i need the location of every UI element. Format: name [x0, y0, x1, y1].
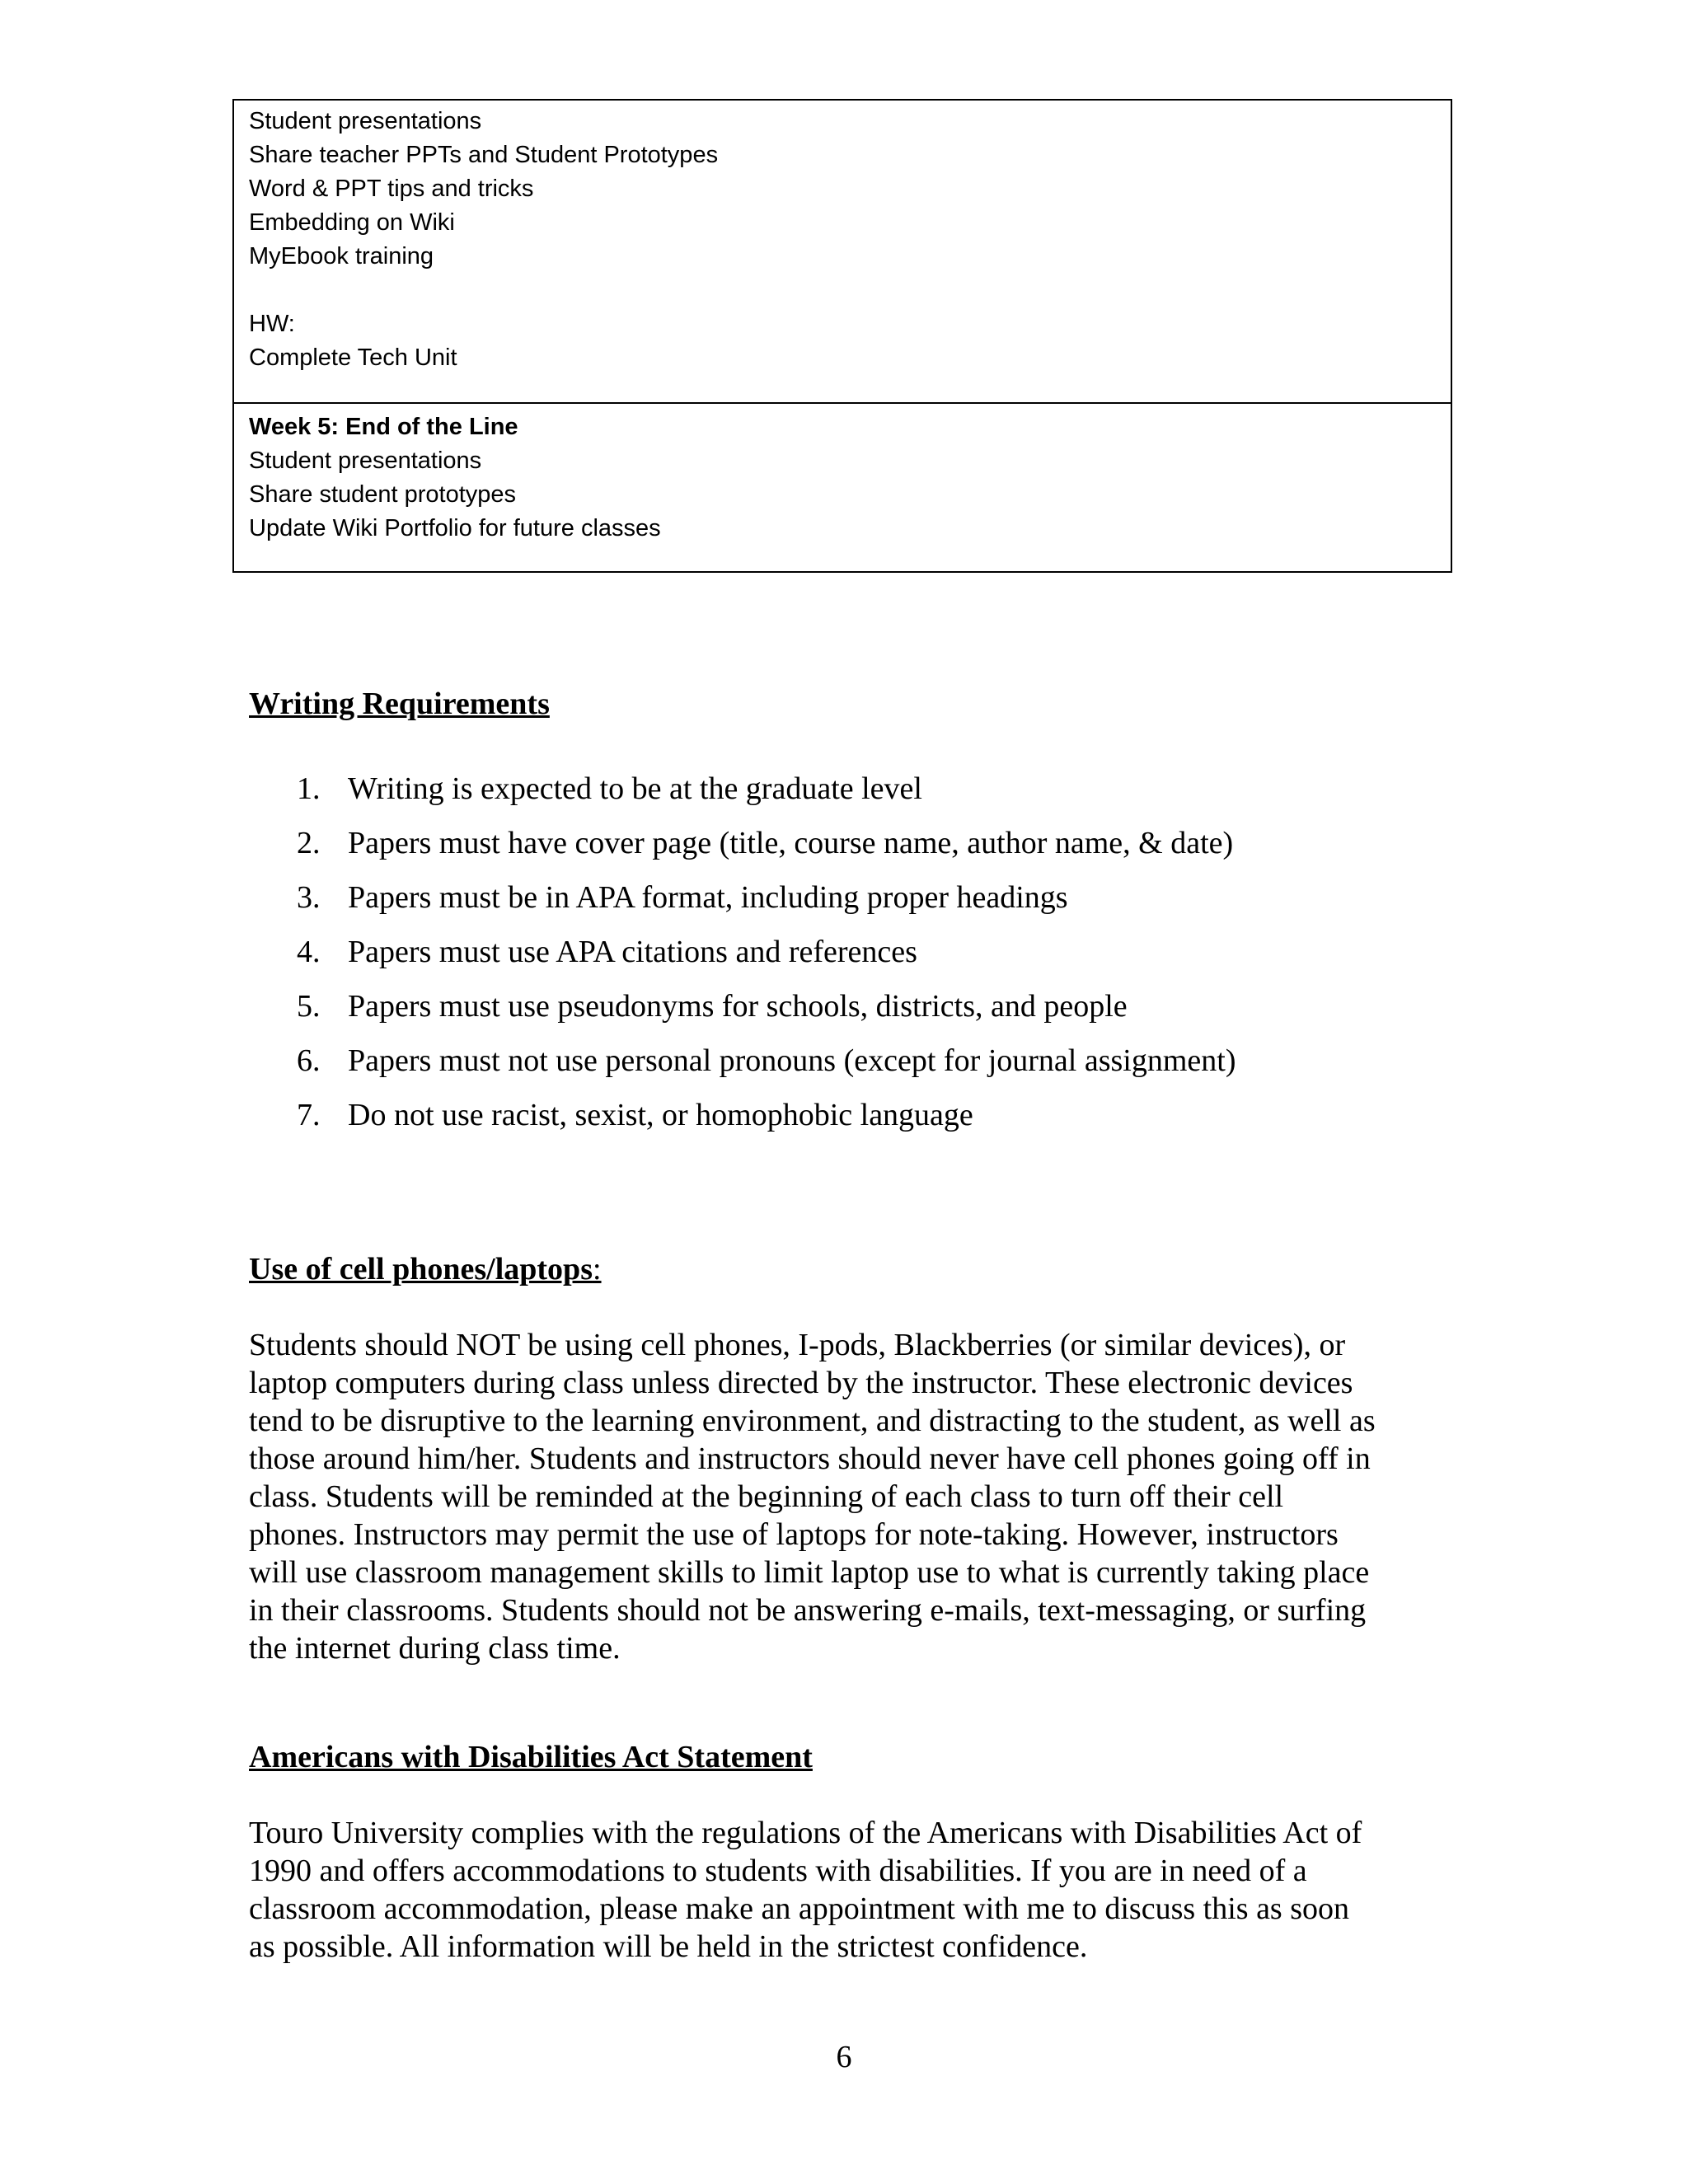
- list-number: 5.: [297, 989, 321, 1024]
- heading-colon: :: [592, 1252, 602, 1286]
- paragraph-line: class. Students will be reminded at the beginning of each class to turn off their cell: [249, 1479, 1284, 1514]
- writing-requirements-list: [297, 762, 1236, 1142]
- cell-phones-heading-text: Use of cell phones/laptops: [249, 1252, 593, 1286]
- list-item: [297, 816, 1236, 870]
- schedule-line: Student presentations: [249, 108, 482, 134]
- list-number: 6.: [297, 1043, 321, 1078]
- list-item: [297, 762, 1236, 816]
- list-text: Papers must be in APA format, including proper headings: [348, 880, 1068, 915]
- schedule-line: Share teacher PPTs and Student Prototypes: [249, 142, 719, 168]
- paragraph-line: 1990 and offers accommodations to students with disabilities. If you are in need of a: [249, 1854, 1307, 1888]
- paragraph-line: tend to be disruptive to the learning environment, and distracting to the student, as well as: [249, 1404, 1376, 1438]
- list-text: Writing is expected to be at the graduate level: [348, 771, 922, 806]
- schedule-line: Embedding on Wiki: [249, 209, 455, 236]
- list-number: 4.: [297, 935, 321, 969]
- homework-label: HW:: [249, 311, 295, 337]
- schedule-line: Share student prototypes: [249, 481, 517, 508]
- paragraph-line: the internet during class time.: [249, 1631, 621, 1666]
- week-title: Week 5: End of the Line: [249, 414, 518, 440]
- schedule-line: Update Wiki Portfolio for future classes: [249, 515, 661, 541]
- homework-item: Complete Tech Unit: [249, 344, 457, 371]
- paragraph-line: will use classroom management skills to limit laptop use to what is currently taking place: [249, 1555, 1370, 1590]
- list-number: 1.: [297, 771, 321, 806]
- list-number: 2.: [297, 826, 321, 860]
- paragraph-line: phones. Instructors may permit the use of laptops for note-taking. However, instructors: [249, 1517, 1339, 1552]
- list-item: [297, 870, 1236, 925]
- schedule-spacer: [249, 274, 1436, 307]
- list-number: 7.: [297, 1098, 321, 1132]
- schedule-row-week5: [234, 404, 1451, 571]
- schedule-table: [232, 99, 1452, 573]
- schedule-row-week4: [234, 101, 1451, 404]
- ada-heading: Americans with Disabilities Act Statement: [249, 1740, 813, 1774]
- list-text: Do not use racist, sexist, or homophobic language: [348, 1098, 973, 1132]
- list-item: [297, 1088, 1236, 1142]
- list-text: Papers must have cover page (title, course name, author name, & date): [348, 826, 1234, 860]
- list-text: Papers must not use personal pronouns (except for journal assignment): [348, 1043, 1236, 1078]
- list-number: 3.: [297, 880, 321, 915]
- paragraph-line: Touro University complies with the regulations of the Americans with Disabilities Act of: [249, 1816, 1362, 1850]
- list-item: [297, 925, 1236, 979]
- list-text: Papers must use APA citations and references: [348, 935, 917, 969]
- cell-phones-heading: [249, 1251, 602, 1287]
- cell-phones-paragraph: [249, 1326, 1444, 1667]
- list-item: [297, 1033, 1236, 1088]
- paragraph-line: Students should NOT be using cell phones, I-pods, Blackberries (or similar devices), or: [249, 1328, 1346, 1362]
- schedule-line: Word & PPT tips and tricks: [249, 176, 534, 202]
- schedule-line: Student presentations: [249, 448, 482, 474]
- list-text: Papers must use pseudonyms for schools, districts, and people: [348, 989, 1128, 1024]
- paragraph-line: laptop computers during class unless directed by the instructor. These electronic devices: [249, 1366, 1353, 1400]
- ada-paragraph: [249, 1814, 1444, 1966]
- writing-requirements-heading: Writing Requirements: [249, 687, 550, 721]
- list-item: [297, 979, 1236, 1033]
- paragraph-line: classroom accommodation, please make an appointment with me to discuss this as soon: [249, 1891, 1350, 1926]
- page-number: 6: [836, 2040, 852, 2074]
- paragraph-line: as possible. All information will be held in the strictest confidence.: [249, 1929, 1088, 1964]
- paragraph-line: in their classrooms. Students should not be answering e-mails, text-messaging, or surfing: [249, 1593, 1367, 1628]
- paragraph-line: those around him/her. Students and instructors should never have cell phones going off in: [249, 1441, 1371, 1476]
- schedule-line: MyEbook training: [249, 243, 434, 269]
